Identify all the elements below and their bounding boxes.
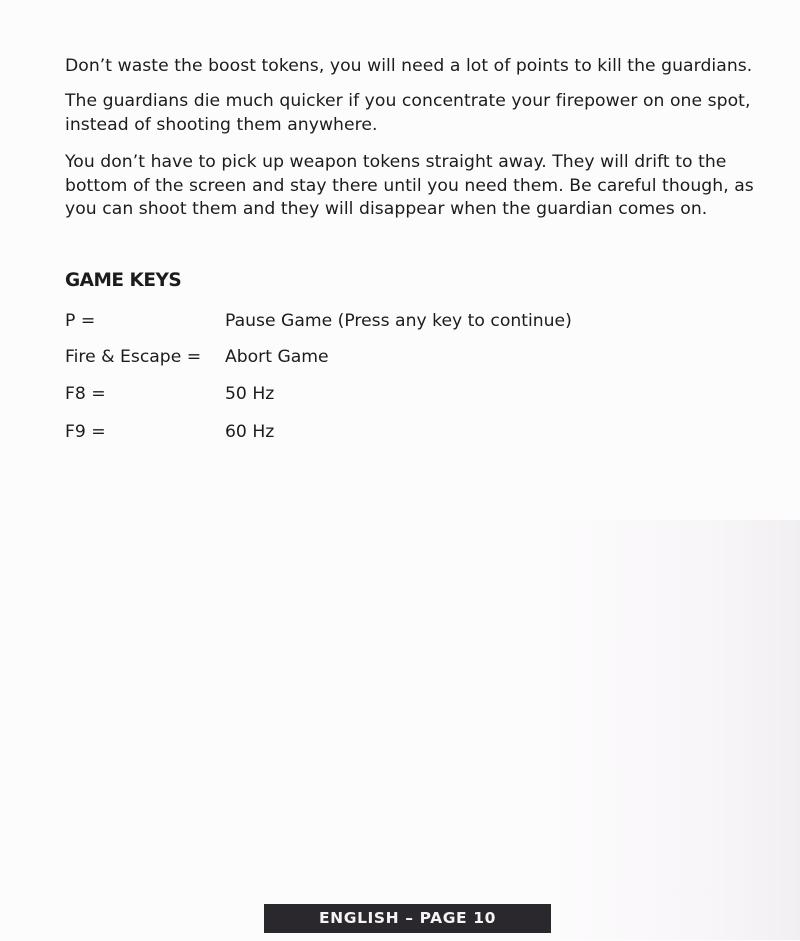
game-key-row-abort	[65, 345, 745, 369]
tip-paragraph-guardians: The guardians die much quicker if you concentrate your firepower on one spot, instead of shooting them anywhere.	[65, 91, 751, 135]
game-key-name: Fire & Escape =	[65, 347, 202, 367]
game-keys-heading: GAME KEYS	[65, 270, 182, 291]
tip-paragraph-boost-tokens: Don’t waste the boost tokens, you will need a lot of points to kill the guardians.	[65, 56, 753, 76]
game-key-row-pause	[65, 309, 745, 333]
tip-paragraph-weapon-tokens: You don’t have to pick up weapon tokens straight away. They will drift to the bottom of the screen and stay there until you need them. Be careful though, as you can shoot them and they will disappear when the guardian comes on.	[65, 152, 754, 219]
page-shading	[540, 520, 800, 940]
game-key-action: 60 Hz	[225, 422, 275, 442]
game-key-row-f9	[65, 420, 745, 444]
game-key-name: F8 =	[65, 384, 106, 404]
game-key-row-f8	[65, 382, 745, 406]
page-footer-label: ENGLISH – PAGE 10	[264, 904, 551, 933]
game-key-action: Pause Game (Press any key to continue)	[225, 311, 572, 331]
game-key-action: 50 Hz	[225, 384, 275, 404]
game-key-name: P =	[65, 311, 96, 331]
game-key-action: Abort Game	[225, 347, 329, 367]
game-key-name: F9 =	[65, 422, 106, 442]
